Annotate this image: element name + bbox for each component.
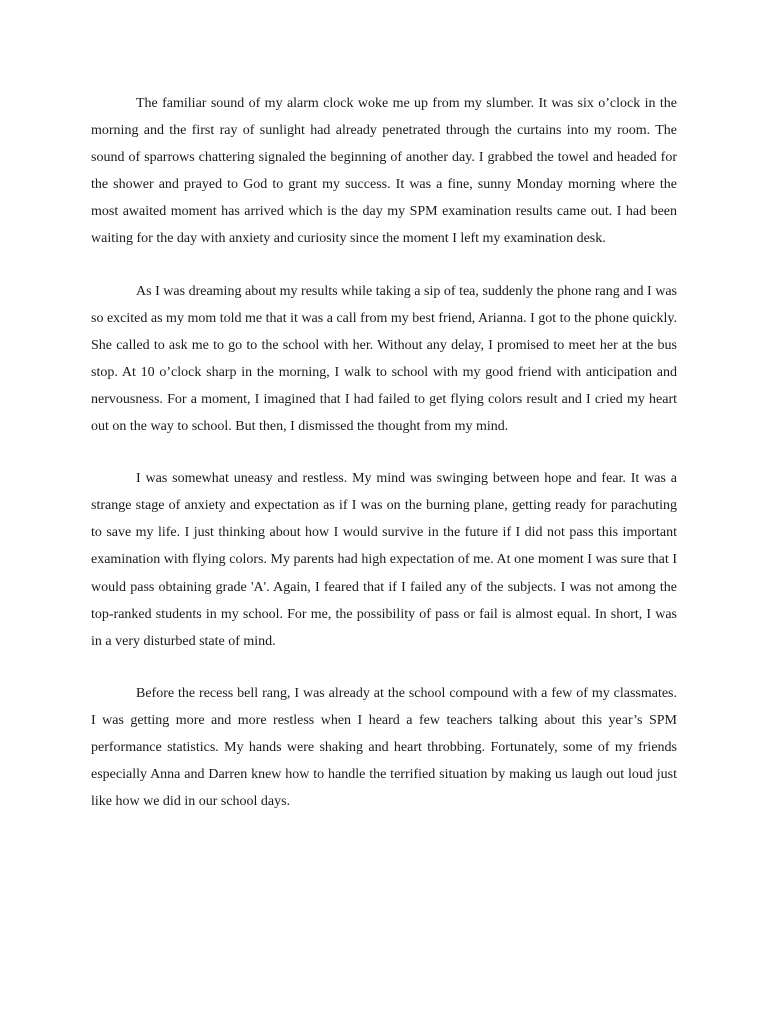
paragraph-1: The familiar sound of my alarm clock woke me up from my slumber. It was six o’clock in the morning and the first ray of sunlight had already penetrated through the curtains into my room. The sound of sparrows chattering signaled the beginning of another day. I grabbed the towel and headed for the shower and prayed to God to grant my success. It was a fine, sunny Monday morning where the most awaited moment has arrived which is the day my SPM examination results came out. I had been waiting for the day with anxiety and curiosity since the moment I left my examination desk. [91,96,677,247]
paragraph-3: I was somewhat uneasy and restless. My mind was swinging between hope and fear. It was a strange stage of anxiety and expectation as if I was on the burning plane, getting ready for parachuting to save my life. I just thinking about how I would survive in the future if I did not pass this important examination with flying colors. My parents had high expectation of me. At one moment I was sure that I would pass obtaining grade 'A'. Again, I feared that if I failed any of the subjects. I was not among the top-ranked students in my school. For me, the possibility of pass or fail is almost equal. In short, I was in a very disturbed state of mind. [91,471,677,649]
paragraph-4: Before the recess bell rang, I was already at the school compound with a few of my classmates. I was getting more and more restless when I heard a few teachers talking about this year’s SPM performance statistics. My hands were shaking and heart throbbing. Fortunately, some of my friends especially Anna and Darren knew how to handle the terrified situation by making us laugh out loud just like how we did in our school days. [91,685,677,810]
paragraph-2: As I was dreaming about my results while taking a sip of tea, suddenly the phone rang and I was so excited as my mom told me that it was a call from my best friend, Arianna. I got to the phone quickly. She called to ask me to go to the school with her. Without any delay, I promised to meet her at the bus stop. At 10 o’clock sharp in the morning, I walk to school with my good friend with anticipation and nervousness. For a moment, I imagined that I had failed to get flying colors result and I cried my heart out on the way to school. But then, I dismissed the thought from my mind. [91,283,677,435]
